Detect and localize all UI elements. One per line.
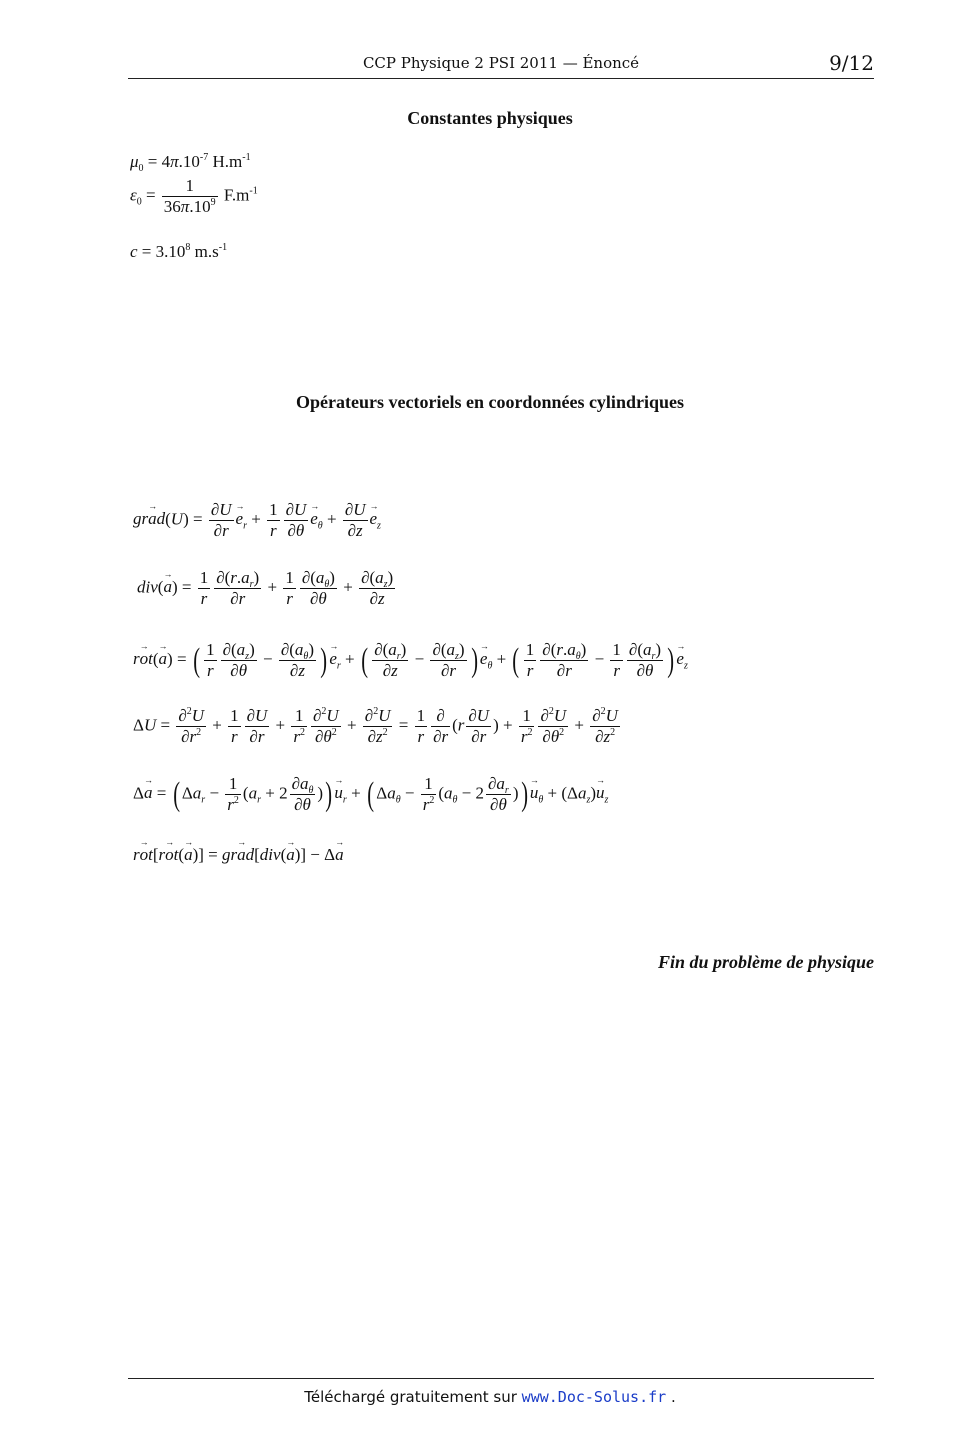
section-title-constants: Constantes physiques (407, 108, 573, 128)
end-of-problem: Fin du problème de physique (657, 952, 874, 972)
formula-div: div(→ a) = $\frac{1}{r}$ $\frac{\partial(r.a_r)}{\partial r}$ + $\frac{1}{r}$ $\frac{\partial(a_\theta)}{\partial\theta}$ + $\frac{\partial(a_z)}{\partial z}$ (137, 568, 397, 609)
footer (0, 1388, 980, 1406)
constant-mu0: $\mu_0 = 4\pi.10^{-7}$ $H.m^{-1}$ (130, 152, 251, 174)
footer-suffix: . (670, 1388, 676, 1406)
formula-laplacian-scalar: ΔU = $\frac{\partial^2U}{\partial r^2}$ + $\frac{1}{r}$ $\frac{\partial U}{\partial r}$ + $\frac{1}{r^2}$ $\frac{\partial^2U}{\partial\theta^2}$ + $\frac{\partial^2U}{\partial z^2}$ = $\frac{1}{r}$ $\frac{\partial}{\partial r}$ (r $\frac{\partial U}{\partial r}$ ) + $\frac{1}{r^2}$ $\frac{\partial^2U}{\partial\theta^2}$ + $\frac{\partial^2U}{\partial z^2}$ (133, 706, 618, 746)
formula-rot: r→ ot(→ a) = ( $\frac{1}{r}$ $\frac{\partial(a_z)}{\partial\theta}$ − $\frac{\partial(a_\theta)}{\partial z}$ )→ $e_r$ + ( $\frac{\partial(a_r)}{\partial z}$ − $\frac{\partial(a_z)}{\partial r}$ )→ $e_\theta$ + ( $\frac{1}{r}$ $\frac{\partial(r.a_\theta)}{\partial r}$ − $\frac{1}{r}$ $\frac{\partial(a_r)}{\partial\theta}$ )→ $e_z$ (133, 640, 688, 681)
constant-c: $c = 3.10^8$ $m.s^{-1}$ (130, 242, 228, 261)
footer-divider (128, 1378, 874, 1379)
formula-laplacian-vector: Δ→ a = ( $\Delta a_r$ − $\frac{1}{r^2}$ ($a_r + 2$ $\frac{\partial a_\theta}{\partial\theta}$ ))→ $u_r$ + ( $\Delta a_\theta$ − $\frac{1}{r^2}$ ($a_\theta - 2$ $\frac{\partial a_r}{\partial\theta}$ ))→ $u_\theta + (\Delta a_z)\to u_z$ (133, 774, 608, 815)
constant-eps0: $\varepsilon_0$ = $\frac{1}{36\pi.10^9}$ $F.m^{-1}$ (130, 176, 258, 216)
page-number: 9/12 (829, 51, 874, 75)
footer-text: Téléchargé gratuitement sur (304, 1388, 517, 1406)
formula-grad: gr→ ad(U) = $\frac{\partial U}{\partial r}$ → $e_r$ + $\frac{1}{r}$ $\frac{\partial U}{\partial\theta}$ → $e_\theta$ + $\frac{\partial U}{\partial z}$ → $e_z$ (133, 500, 381, 541)
formula-rot-rot: r→ ot[r→ ot(→ a)] = gr→ ad[div(→ a)] − Δ→ a (133, 845, 344, 865)
section-title-operators: Opérateurs vectoriels en coordonnées cylindriques (296, 392, 684, 412)
header-title: CCP Physique 2 PSI 2011 — Énoncé (362, 54, 640, 72)
footer-link[interactable]: www.Doc-Solus.fr (521, 1388, 667, 1406)
page-header (128, 51, 874, 79)
